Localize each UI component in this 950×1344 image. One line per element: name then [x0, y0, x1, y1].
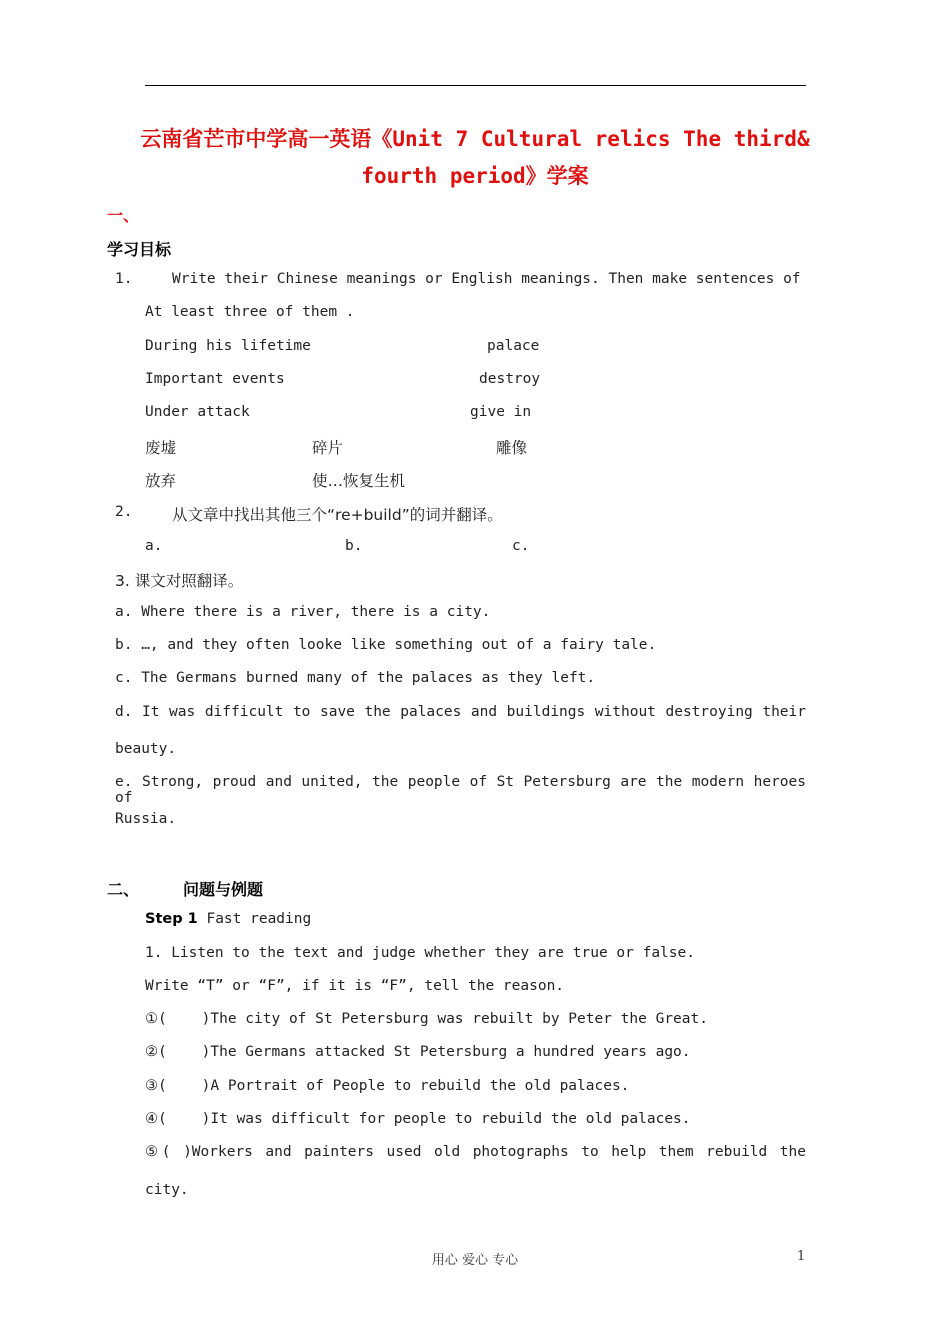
- translation-a: a. Where there is a river, there is a city.: [115, 604, 491, 620]
- header-rule: [145, 85, 806, 86]
- item2-text: 从文章中找出其他三个“re+build”的词并翻译。: [172, 506, 503, 524]
- statement-2: ②( )The Germans attacked St Petersburg a hundred years ago.: [145, 1044, 691, 1060]
- vocab-under-attack: Under attack: [145, 404, 250, 420]
- footer-motto: 用心 爱心 专心: [431, 1253, 519, 1268]
- vocab-statue: 雕像: [496, 439, 528, 457]
- vocab-important-events: Important events: [145, 371, 285, 387]
- question1-instruction: Write “T” or “F”, if it is “F”, tell the reason.: [145, 978, 565, 994]
- vocab-during-his-lifetime: During his lifetime: [145, 338, 311, 354]
- item1-text: Write their Chinese meanings or English meanings. Then make sentences of: [172, 271, 801, 287]
- translation-e-line1: e. Strong, proud and united, the people of St Petersburg are the modern heroes of: [115, 774, 806, 806]
- vocab-revive: 使…恢复生机: [312, 472, 406, 490]
- vocab-give-in: give in: [470, 404, 532, 420]
- step1-label: Step 1: [145, 911, 198, 927]
- vocab-ruins: 废墟: [145, 439, 177, 457]
- vocab-destroy: destroy: [479, 371, 541, 387]
- section1-heading: 学习目标: [107, 240, 172, 259]
- step1-text: Fast reading: [197, 911, 312, 927]
- translation-d-line1: d. It was difficult to save the palaces and buildings without destroying their: [115, 704, 806, 720]
- item1-text2: At least three of them .: [145, 304, 355, 320]
- item1-number: 1.: [115, 271, 133, 287]
- section2-number: 二、: [107, 880, 140, 899]
- statement-3: ③( )A Portrait of People to rebuild the old palaces.: [145, 1078, 630, 1094]
- document-title-line2: fourth period》学案: [361, 164, 589, 188]
- statement-5-line1: ⑤( )Workers and painters used old photographs to help them rebuild the: [145, 1144, 806, 1160]
- statement-5-line2: city.: [145, 1182, 189, 1198]
- translation-b: b. …, and they often looke like something out of a fairy tale.: [115, 637, 657, 653]
- section2-heading: 问题与例题: [183, 880, 264, 899]
- vocab-give-up: 放弃: [145, 472, 177, 490]
- item2-number: 2.: [115, 504, 133, 520]
- translation-c: c. The Germans burned many of the palaces as they left.: [115, 670, 596, 686]
- item3-heading: 3. 课文对照翻译。: [115, 572, 244, 590]
- statement-4: ④( )It was difficult for people to rebuild the old palaces.: [145, 1111, 691, 1127]
- item2-blank-a: a.: [145, 538, 163, 554]
- step1-line: [145, 911, 311, 927]
- translation-d-line2: beauty.: [115, 741, 177, 757]
- section1-number: 一、: [107, 206, 140, 225]
- item2-blank-b: b.: [345, 538, 363, 554]
- translation-e-line2: Russia.: [115, 811, 177, 827]
- question1: 1. Listen to the text and judge whether they are true or false.: [145, 945, 695, 961]
- vocab-fragments: 碎片: [312, 439, 344, 457]
- statement-1: ①( )The city of St Petersburg was rebuilt by Peter the Great.: [145, 1011, 708, 1027]
- page-number: 1: [797, 1249, 806, 1264]
- item2-blank-c: c.: [512, 538, 530, 554]
- vocab-palace: palace: [487, 338, 540, 354]
- document-title-line1: 云南省芒市中学高一英语《Unit 7 Cultural relics The third&: [140, 127, 810, 151]
